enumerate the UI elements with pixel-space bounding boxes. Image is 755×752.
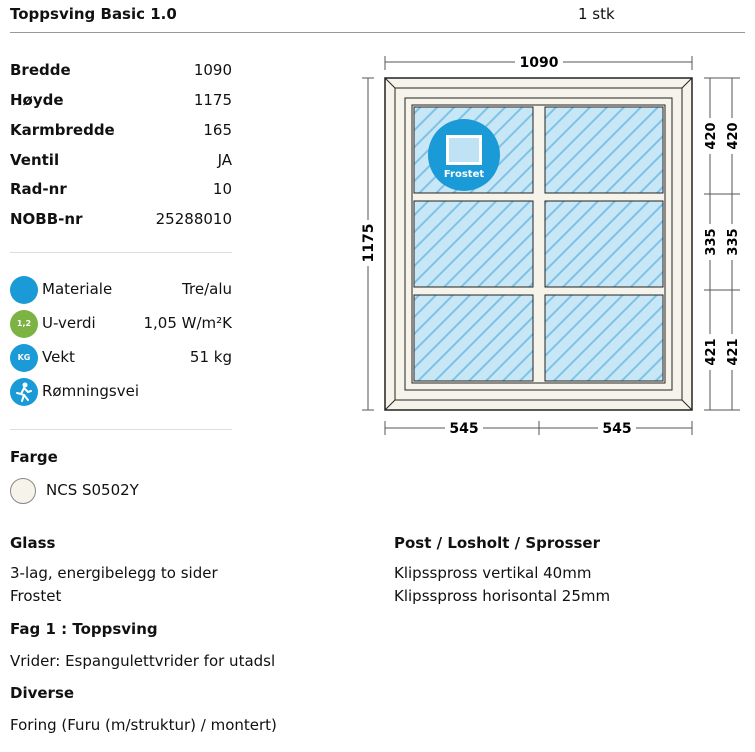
- right-top-label: 420: [704, 122, 719, 150]
- property-value: 1,05 W/m²K: [143, 314, 232, 332]
- u-value-icon: 1,2: [10, 310, 38, 338]
- property-value: Tre/alu: [182, 280, 232, 298]
- post-line-1: Klipsspross vertikal 40mm: [394, 564, 592, 582]
- right-dimensions: [702, 78, 741, 410]
- height-label: 1175: [361, 223, 377, 263]
- right-top-inner-label: 420: [726, 122, 741, 150]
- diverse-heading: Diverse: [10, 684, 75, 702]
- bottom-dimension: [385, 418, 692, 438]
- fag-line-1: Vrider: Espangulettvrider for utadsl: [10, 652, 276, 670]
- post-line-2: Klipsspross horisontal 25mm: [394, 587, 611, 605]
- color-value: NCS S0502Y: [46, 481, 139, 499]
- spec-value: 25288010: [155, 210, 232, 228]
- spec-label: Rad-nr: [10, 180, 67, 198]
- spec-value: JA: [217, 151, 232, 169]
- spec-value: 1175: [193, 91, 232, 109]
- property-label: U-verdi: [42, 314, 96, 332]
- product-title: Toppsving Basic 1.0: [10, 5, 177, 23]
- spec-label: Bredde: [10, 61, 71, 79]
- property-label: Materiale: [42, 280, 113, 298]
- right-mid-label: 335: [704, 228, 719, 256]
- property-label: Rømningsvei: [42, 382, 140, 400]
- spec-value: 10: [212, 180, 232, 198]
- glass-heading: Glass: [10, 534, 56, 552]
- color-heading: Farge: [10, 448, 58, 466]
- property-label: Vekt: [42, 348, 75, 366]
- post-heading: Post / Losholt / Sprosser: [394, 534, 601, 552]
- width-dimension: [385, 52, 692, 72]
- spec-label: Høyde: [10, 91, 64, 109]
- weight-icon: KG: [10, 344, 38, 372]
- bottom-left-label: 545: [449, 421, 479, 437]
- quantity: 1 stk: [578, 5, 615, 23]
- property-value: 51 kg: [189, 348, 232, 366]
- right-bot-inner-label: 421: [726, 338, 741, 366]
- bottom-right-label: 545: [602, 421, 632, 437]
- height-dimension: [358, 78, 378, 410]
- glass-line-1: 3-lag, energibelegg to sider: [10, 564, 218, 582]
- frosted-glass-icon: [428, 119, 500, 191]
- spec-value: 1090: [193, 61, 232, 79]
- right-bot-label: 421: [704, 338, 719, 366]
- diverse-line-1: Foring (Furu (m/struktur) / montert): [10, 716, 277, 734]
- width-label: 1090: [519, 55, 559, 71]
- right-mid-inner-label: 335: [726, 228, 741, 256]
- spec-label: Karmbredde: [10, 121, 115, 139]
- spec-value: 165: [203, 121, 232, 139]
- fag-heading: Fag 1 : Toppsving: [10, 620, 158, 638]
- glass-line-2: Frostet: [10, 587, 62, 605]
- spec-label: NOBB-nr: [10, 210, 83, 228]
- spec-label: Ventil: [10, 151, 60, 169]
- frosted-badge-label: Frostet: [443, 169, 485, 180]
